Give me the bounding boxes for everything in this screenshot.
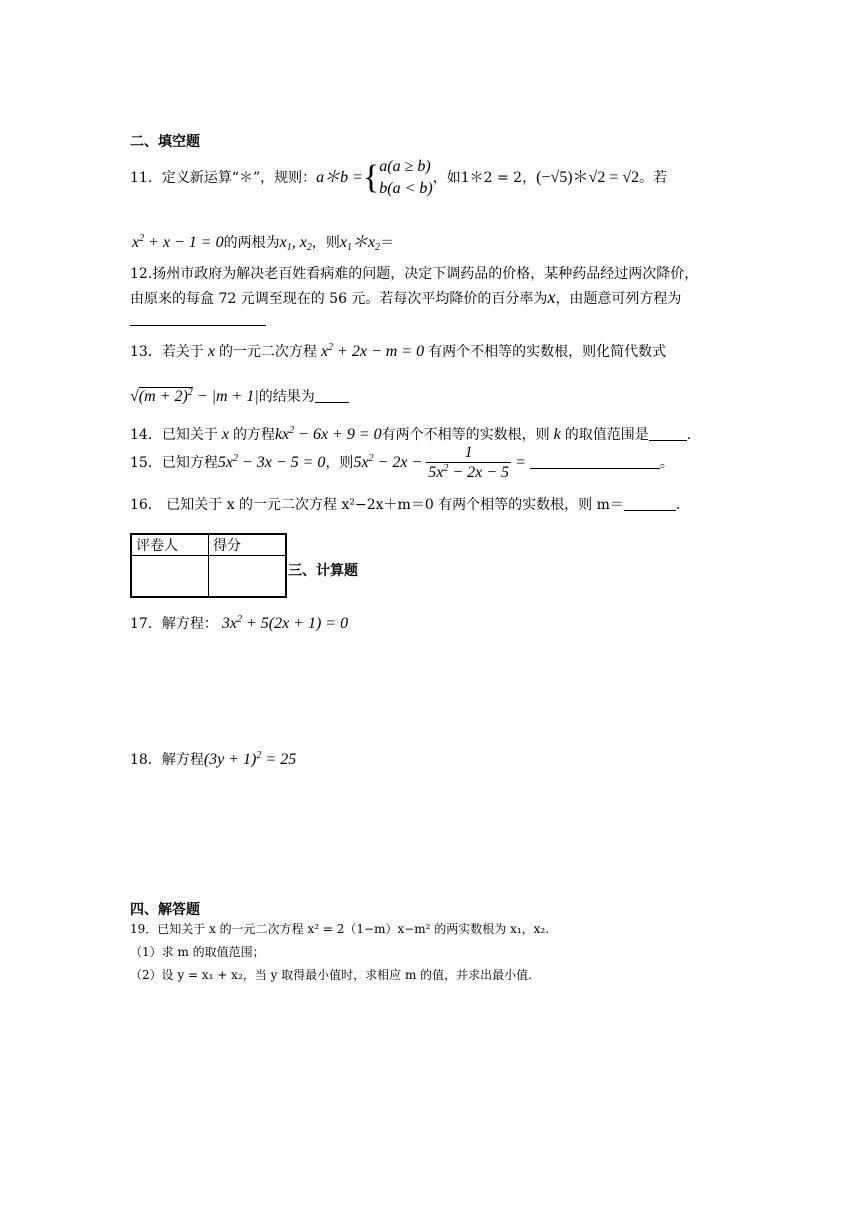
q14-end: . (686, 427, 692, 443)
question-17 (130, 613, 348, 633)
q15-equals: = (511, 454, 530, 471)
q11-equation: $x^2 + x - 1 = 0$ (132, 233, 224, 251)
q15-equation: $5x^2 - 3x - 5 = 0$ (217, 453, 326, 471)
q15-fraction: $\frac{1}{5x^2 - 2x - 5}$ (428, 444, 510, 481)
q12-line2a: 由原来的每盒 72 元调至现在的 56 元。若每次平均降价的百分率为 (130, 291, 548, 307)
q14-d: 的取值范围是 (564, 427, 649, 443)
section-title-fill-in: 二、填空题 (130, 134, 200, 150)
q13-answer-blank[interactable] (315, 388, 349, 403)
question-12-line-1: 12.扬州市政府为解决老百姓看病难的问题，决定下调药品的价格，某种药品经过两次降价， (130, 266, 699, 282)
q14-x: x (217, 426, 233, 443)
q15-a: 15．已知方程 (130, 455, 218, 471)
q13-equation: $x^2 + 2x - m = 0$ (316, 342, 429, 360)
q16-answer-blank[interactable] (624, 496, 676, 511)
q11-example-1: ，如1＊2 = 2， (432, 170, 537, 186)
q14-k: k (549, 426, 565, 443)
q13-a: 13．若关于 (130, 344, 204, 360)
q11-line2-text: 的两根为 (223, 235, 280, 251)
q13-line2: 的结果为 (258, 389, 315, 405)
question-11-line-1 (130, 156, 667, 200)
q11-formula-head: a＊b = (316, 169, 363, 186)
q14-a: 14．已知关于 (130, 427, 218, 443)
q11-brace: { (362, 159, 380, 196)
q11-line2b: ，则 (311, 235, 340, 251)
question-18 (130, 749, 296, 769)
question-19-line-1: 19．已知关于 x 的一元二次方程 x² = 2（1−m）x−m² 的两实数根为 x₁，x₂. (130, 922, 550, 936)
q14-b: 的方程 (232, 427, 275, 443)
q13-radical: $√(m + 2)^2 - |m + 1|$ (130, 387, 259, 405)
q11-roots: $x_1$, $x_2$ (279, 234, 312, 253)
q18-label: 18．解方程 (130, 752, 204, 768)
score-table-score-cell[interactable] (209, 556, 287, 598)
score-table (130, 533, 287, 598)
q11-case-2: b(a < b) (379, 180, 433, 197)
section-title-calculation: 三、计算题 (288, 563, 358, 579)
question-13-line-2 (130, 386, 349, 406)
question-12-line-2 (130, 287, 681, 308)
q12-var-x: x (547, 287, 556, 307)
question-14 (130, 424, 691, 444)
q15-expr: $5x^2 - 2x$ − (353, 453, 427, 471)
q16-end: . (675, 497, 681, 513)
q15-answer-blank[interactable] (530, 454, 660, 469)
q15-b: ，则 (325, 455, 354, 471)
q17-equation: $3x^2 + 5(2x + 1) = 0$ (217, 614, 349, 632)
q13-c: 有两个不相等的实数根，则化简代数式 (428, 344, 667, 360)
q11-case-1: a(a ≥ b) (379, 158, 431, 175)
q13-b: 的一元二次方程 (218, 344, 317, 360)
q11-prefix: 11．定义新运算“＊”，规则： (130, 170, 317, 186)
question-11-line-2 (132, 229, 394, 253)
score-table-header-score: 得分 (209, 534, 287, 556)
q15-end: 。 (659, 455, 674, 471)
q12-line2b: ，由题意可列方程为 (555, 291, 682, 307)
q11-suffix: 。若 (639, 170, 668, 186)
question-19-part-2: （2）设 y = x₁ + x₂，当 y 取得最小值时，求相应 m 的值，并求出最小值. (130, 968, 532, 982)
q14-equation: $kx^2 - 6x + 9 = 0$ (274, 425, 382, 443)
q11-example-2: (−√5)＊√2 = √2 (536, 169, 640, 186)
question-16 (130, 494, 680, 514)
q12-answer-blank[interactable] (130, 311, 266, 328)
q13-x: x (203, 343, 219, 360)
q17-label: 17．解方程： (130, 616, 218, 632)
q14-c: 有两个不相等的实数根，则 (381, 427, 550, 443)
q11-expr: $x_1*x_2$ (339, 234, 381, 253)
score-table-grader-cell[interactable] (131, 556, 209, 598)
score-table-header-grader: 评卷人 (131, 534, 209, 556)
q18-equation: $(3y + 1)^2 = 25$ (203, 750, 297, 768)
question-13-line-1 (130, 341, 666, 361)
q11-equals: ＝ (380, 235, 395, 251)
question-15 (130, 444, 674, 482)
q16-text: 16． 已知关于 x 的一元二次方程 x²−2x＋m＝0 有两个相等的实数根，则 m＝ (130, 497, 624, 513)
q14-answer-blank[interactable] (649, 426, 687, 441)
section-title-answer: 四、解答题 (130, 902, 200, 918)
q11-cases (379, 156, 432, 200)
question-19-part-1: （1）求 m 的取值范围； (130, 945, 265, 959)
